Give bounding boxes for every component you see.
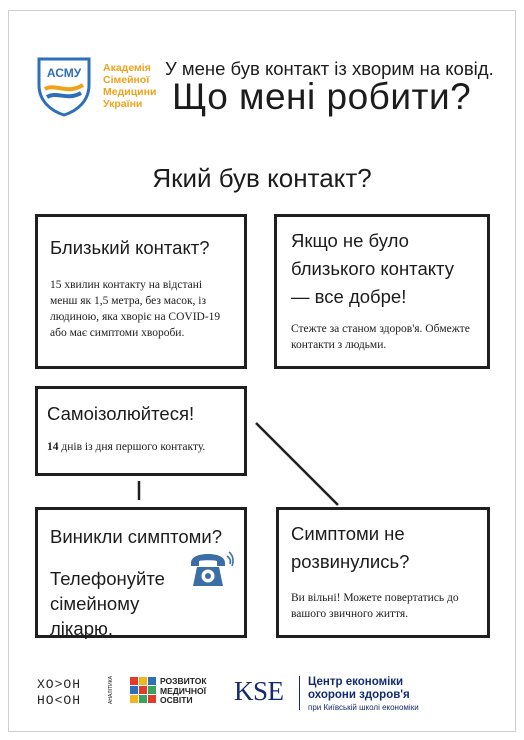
rozvytok-logo-text (160, 677, 207, 706)
kse-divider (299, 676, 300, 710)
org-line: Медицини (103, 86, 157, 98)
self-isolate-heading: Самоізолюйтеся! (47, 403, 195, 424)
kse-line: Центр економіки (308, 676, 404, 688)
symptoms-action: Телефонуйте сімейному лікарю. (50, 568, 165, 639)
no-symptoms-heading: Симптоми не розвинулись? (291, 523, 410, 572)
symptoms-heading: Виникли симптоми? (50, 526, 223, 547)
rozvytok-logo-icon (130, 677, 157, 704)
question-heading: Який був контакт? (152, 163, 372, 193)
kse-center-name (308, 676, 419, 713)
rozvytok-line: ОСВІТИ (160, 695, 193, 705)
rozvytok-line: МЕДИЧНОЇ (160, 685, 206, 696)
self-isolate-box (35, 386, 247, 476)
close-contact-box (35, 214, 247, 369)
phone-icon (188, 551, 234, 591)
no-symptoms-box (276, 507, 490, 638)
page-title: Що мені робити? (172, 76, 472, 117)
rozvytok-line: РОЗВИТОК (160, 676, 207, 686)
isolation-text: днів із дня першого контакту. (58, 441, 206, 453)
hox-logo (37, 677, 81, 709)
kse-logo: KSE (234, 676, 284, 706)
isolation-days: 14 (47, 441, 59, 453)
no-contact-heading: Якщо не було близького контакту — все добре! (291, 230, 454, 307)
hox-vertical-text: АНАЛІТИКА (108, 676, 114, 704)
self-isolate-body (47, 439, 234, 455)
no-contact-body: Стежте за станом здоров'я. Обмежте контакти з людьми. (291, 323, 470, 351)
no-symptoms-body: Ви вільні! Можете повертатись до вашого звичного життя. (291, 592, 459, 620)
close-contact-heading: Близький контакт? (50, 237, 210, 258)
org-line: України (103, 98, 143, 110)
connector-diagonal (256, 423, 338, 505)
no-contact-box (274, 214, 490, 369)
org-line: Академія (103, 62, 151, 74)
subtitle: У мене був контакт із хворим на ковід. (165, 58, 494, 79)
org-line: Сімейної (103, 74, 150, 86)
kse-line: охорони здоров'я (308, 689, 410, 701)
hox-line: ХО>ОН (37, 677, 82, 692)
logo-text: АСМУ (46, 66, 82, 80)
close-contact-body: 15 хвилин контакту на відстані менш як 1,5 метра, без масок, із людиною, яка хворіє на COVID-19 або має симптоми хвороби. (50, 279, 221, 339)
hox-line: НО<ОН (37, 693, 82, 708)
kse-line: при Київській школі економіки (308, 703, 419, 712)
